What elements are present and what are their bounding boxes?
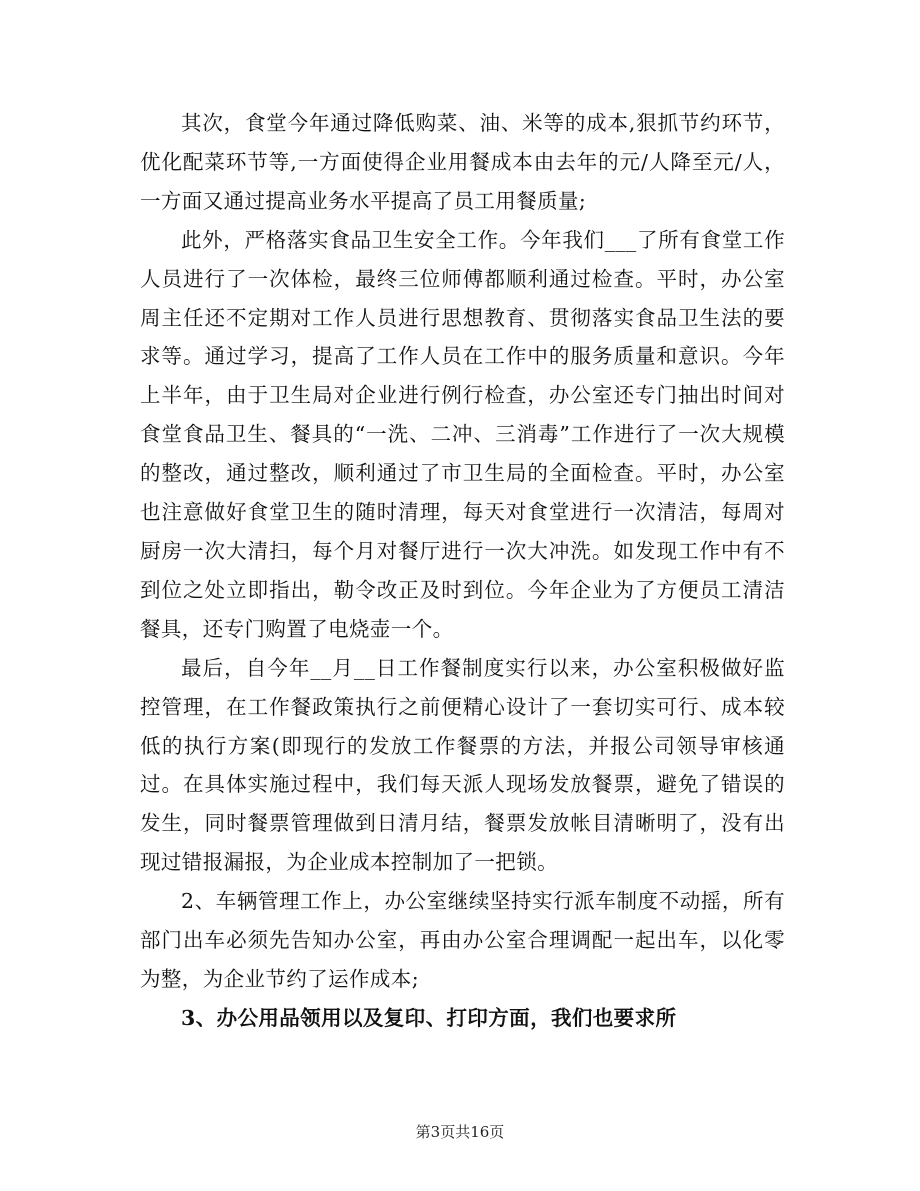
page-number-footer: 第3页共16页 — [415, 1123, 505, 1141]
paragraph-food-safety: 此外，严格落实食品卫生安全工作。今年我们___了所有食堂工作人员进行了一次体检，最终三位师傅都顺利通过检查。平时，办公室周主任还不定期对工作人员进行思想教育、贯彻落实食品卫生法的要求等。通过学习，提高了工作人员在工作中的服务质量和意识。今年上半年，由于卫生局对企业进行例行检查，办公室还专门抽出时间对食堂食品卫生、餐具的“一洗、二冲、三消毒”工作进行了一次大规模的整改，通过整改，顺利通过了市卫生局的全面检查。平时，办公室也注意做好食堂卫生的随时清理，每天对食堂进行一次清洁，每周对厨房一次大清扫，每个月对餐厅进行一次大冲洗。如发现工作中有不到位之处立即指出，勒令改正及时到位。今年企业为了方便员工清洁餐具，还专门购置了电烧壶一个。 — [140, 227, 785, 641]
paragraph-meal-system: 最后，自今年__月__日工作餐制度实行以来，办公室积极做好监控管理，在工作餐政策执行之前便精心设计了一套切实可行、成本较低的执行方案(即现行的发放工作餐票的方法，并报公司领导审核通过。在具体实施过程中，我们每天派人现场发放餐票，避免了错误的发生，同时餐票管理做到日清月结，餐票发放帐目清晰明了，没有出现过错报漏报，为企业成本控制加了一把锁。 — [140, 655, 785, 875]
document-body — [140, 104, 785, 1038]
paragraph-canteen-cost: 其次，食堂今年通过降低购菜、油、米等的成本,狠抓节约环节，优化配菜环节等,一方面使得企业用餐成本由去年的元/人降至元/人，一方面又通过提高业务水平提高了员工用餐质量; — [140, 111, 785, 213]
paragraph-office-supplies: 3、办公用品领用以及复印、打印方面，我们也要求所 — [181, 1005, 677, 1030]
paragraph-vehicle-management: 2、车辆管理工作上，办公室继续坚持实行派车制度不动摇，所有部门出车必须先告知办公室，再由办公室合理调配一起出车，以化零为整，为企业节约了运作成本; — [140, 889, 785, 991]
